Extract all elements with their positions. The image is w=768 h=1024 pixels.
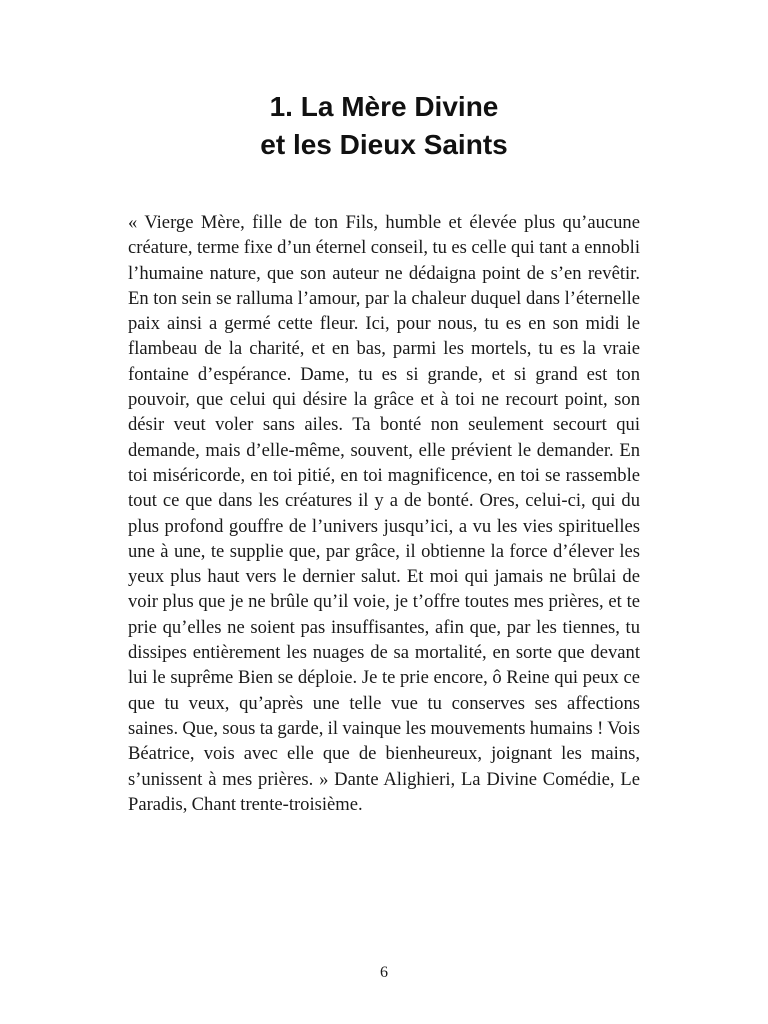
chapter-title-line-1: 1. La Mère Divine xyxy=(269,91,499,122)
quote-paragraph: « Vierge Mère, fille de ton Fils, humble et élevée plus qu’aucune créature, terme fixe d’un éternel conseil, tu es celle qui tant a ennobli l’humaine nature, que son auteur ne dédaigna point de s’en revêtir. En ton sein se ralluma l’amour, par la chaleur duquel dans l’éternelle paix ainsi a germé cette fleur. Ici, pour nous, tu es en son midi le flambeau de la charité, et en bas, parmi les mortels, tu es la vraie fontaine d’espérance. Dame, tu es si grande, et si grand est ton pouvoir, que celui qui désire la grâce et à toi ne recourt point, son désir veut voler sans ailes. Ta bonté non seulement secourt qui demande, mais d’elle-même, souvent, elle prévient le demander. En toi miséricorde, en toi pitié, en toi magnificence, en toi se rassemble tout ce que dans les créatures il y a de bonté. Ores, celui-ci, qui du plus profond gouffre de l’univers jusqu’ici, a vu les vies spirituelles une à une, te supplie que, par grâce, il obtienne la force d’élever les yeux plus haut vers le dernier salut. Et moi qui jamais ne brûlai de voir plus que je ne brûle qu’il voie, je t’offre toutes mes prières, et te prie qu’elles ne soient pas insuffisantes, afin que, par les tiennes, tu dissipes entièrement les nuages de sa mortalité, en sorte que devant lui le suprême Bien se déploie. Je te prie encore, ô Reine qui peux ce que tu veux, qu’après une telle vue tu conserves ses affections saines. Que, sous ta garde, il vainque les mouvements humains ! Vois Béatrice, vois avec elle que de bienheureux, joignant les mains, s’unissent à mes prières. » Dante Alighieri, La Divine Comédie, Le Paradis, Chant trente-troisième. xyxy=(128,212,640,815)
chapter-title-line-2: et les Dieux Saints xyxy=(260,129,508,160)
chapter-title xyxy=(0,88,768,164)
page-number: 6 xyxy=(380,964,388,981)
